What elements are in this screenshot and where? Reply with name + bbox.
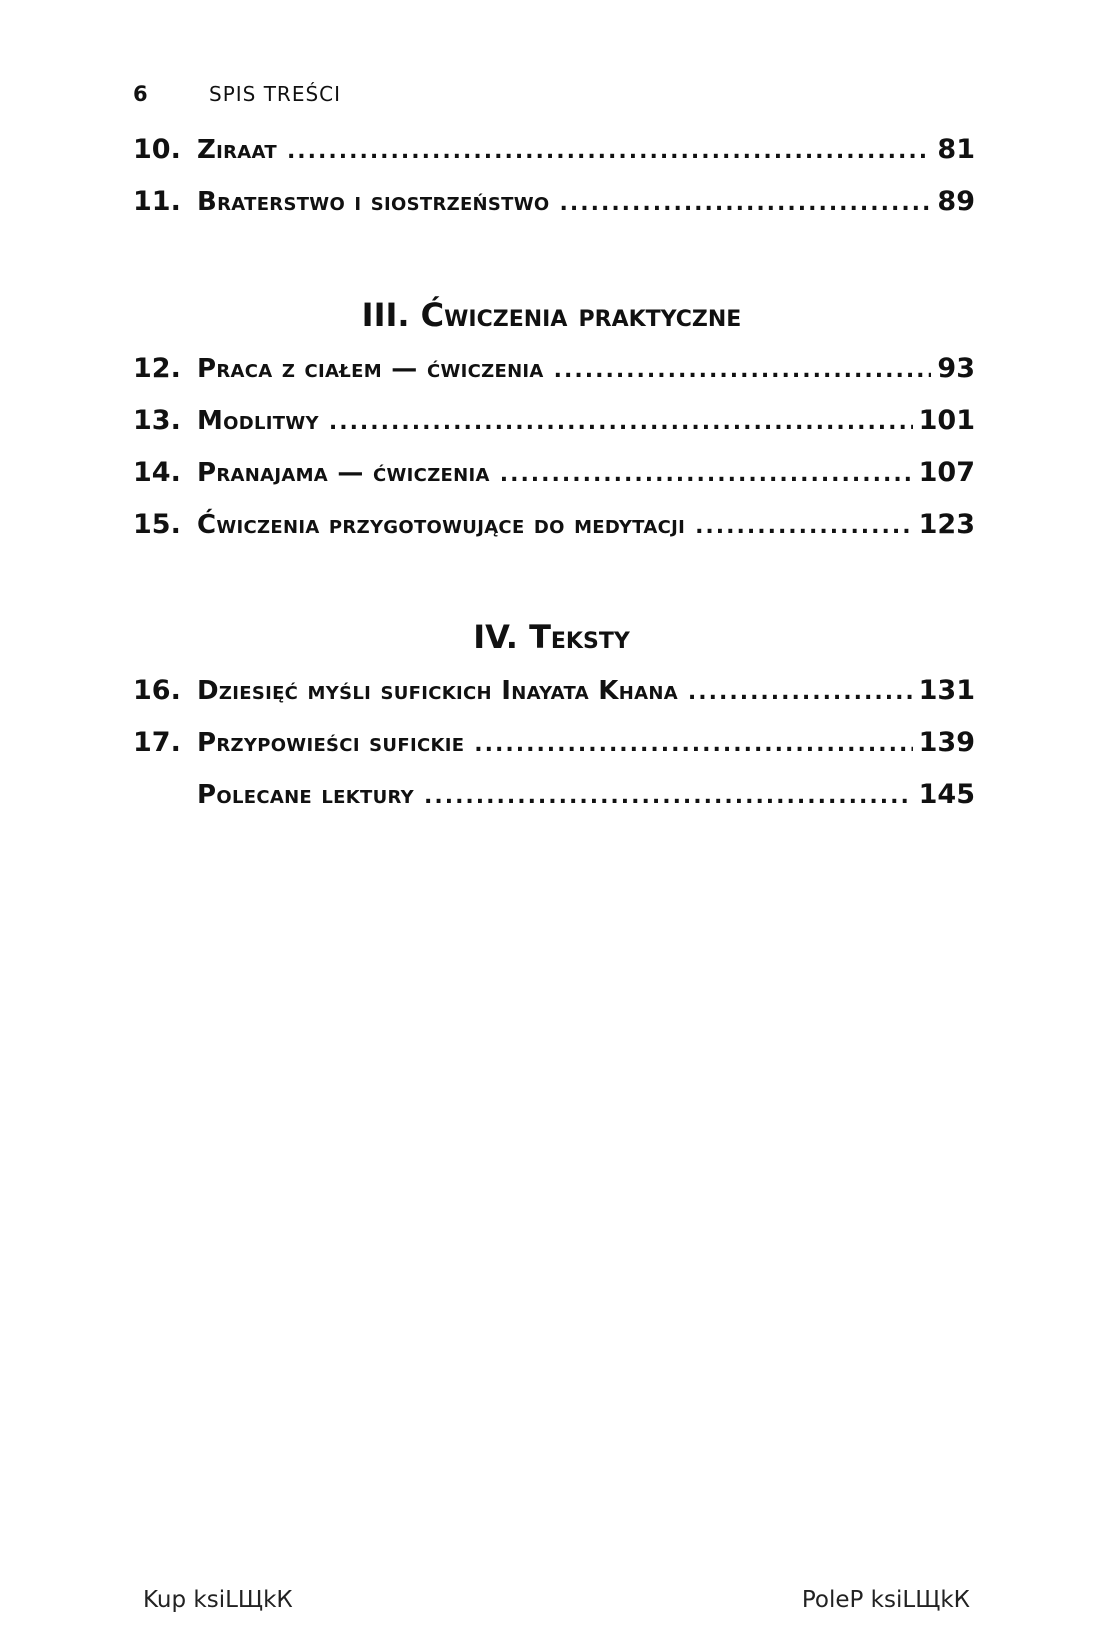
dot-leader <box>688 682 913 704</box>
dot-leader <box>287 141 931 163</box>
buy-book-link[interactable]: Kup ksiLЩkК <box>143 1587 293 1613</box>
toc-entry-page: 131 <box>918 675 975 706</box>
toc-entry-10[interactable] <box>133 134 975 170</box>
toc-entry-number: 13. <box>133 405 181 436</box>
toc-entry-recommended-reading[interactable] <box>133 779 975 815</box>
toc-entry-title: Dziesięć myśli sufickich Inayata Khana <box>197 676 678 706</box>
toc-entry-title: Praca z ciałem — ćwiczenia <box>197 354 544 384</box>
toc-entry-number: 14. <box>133 457 181 488</box>
toc-entry-page: 145 <box>918 779 975 810</box>
toc-entry-16[interactable] <box>133 675 975 711</box>
section-heading-3: III. Ćwiczenia praktyczne <box>361 296 742 334</box>
dot-leader <box>329 412 913 434</box>
toc-entry-title: Ćwiczenia przygotowujące do medytacji <box>197 510 686 540</box>
toc-entry-title: Polecane lektury <box>197 780 414 810</box>
toc-entry-number: 17. <box>133 727 181 758</box>
toc-entry-number: 10. <box>133 134 181 165</box>
toc-entry-11[interactable] <box>133 186 975 222</box>
toc-entry-title: Braterstwo i siostrzeństwo <box>197 187 550 217</box>
toc-entry-14[interactable] <box>133 457 975 493</box>
toc-entry-number: 11. <box>133 186 181 217</box>
toc-entry-13[interactable] <box>133 405 975 441</box>
toc-entry-page: 139 <box>918 727 975 758</box>
toc-entry-number: 16. <box>133 675 181 706</box>
dot-leader <box>500 464 913 486</box>
toc-entry-title: Pranajama — ćwiczenia <box>197 458 490 488</box>
toc-entry-title: Ziraat <box>197 135 277 165</box>
toc-entry-title: Modlitwy <box>197 406 319 436</box>
toc-entry-page: 93 <box>937 353 975 384</box>
page-number: 6 <box>133 82 148 106</box>
dot-leader <box>474 734 912 756</box>
recommend-book-link[interactable]: PoleР ksiLЩkК <box>801 1587 970 1613</box>
toc-entry-15[interactable] <box>133 509 975 545</box>
toc-entry-number: 15. <box>133 509 181 540</box>
dot-leader <box>695 516 913 538</box>
toc-entry-title: Przypowieści sufickie <box>197 728 465 758</box>
toc-entry-page: 101 <box>918 405 975 436</box>
running-title: SPIS TREŚCI <box>209 82 342 106</box>
running-head <box>133 82 341 106</box>
toc-entry-page: 123 <box>918 509 975 540</box>
toc-entry-page: 89 <box>937 186 975 217</box>
section-heading-4: IV. Teksty <box>473 618 630 656</box>
toc-entry-17[interactable] <box>133 727 975 763</box>
toc-entry-page: 81 <box>937 134 975 165</box>
dot-leader <box>424 786 913 808</box>
dot-leader <box>560 193 932 215</box>
toc-entry-page: 107 <box>918 457 975 488</box>
dot-leader <box>554 360 932 382</box>
toc-entry-number: 12. <box>133 353 181 384</box>
toc-entry-12[interactable] <box>133 353 975 389</box>
